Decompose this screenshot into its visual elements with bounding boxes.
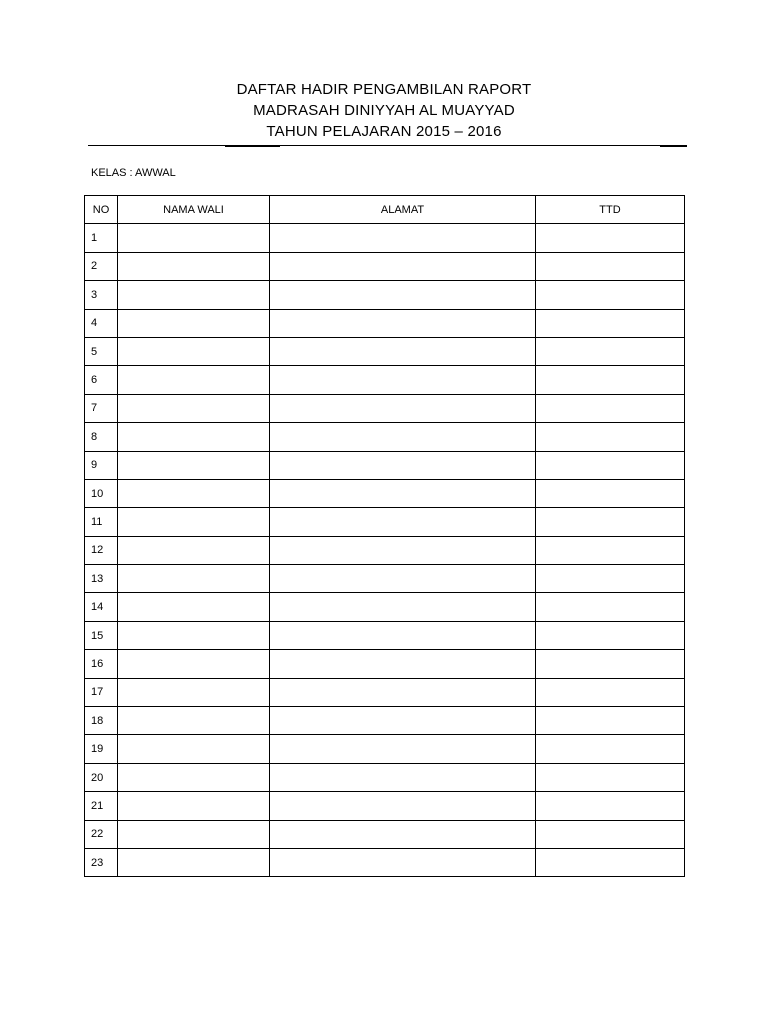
row-number: 8	[85, 423, 118, 451]
nama-wali-cell[interactable]	[118, 735, 270, 763]
alamat-cell[interactable]	[270, 224, 536, 252]
nama-wali-cell[interactable]	[118, 678, 270, 706]
row-number: 16	[85, 650, 118, 678]
table-row	[85, 423, 685, 451]
alamat-cell[interactable]	[270, 820, 536, 848]
ttd-cell[interactable]	[536, 479, 685, 507]
alamat-cell[interactable]	[270, 763, 536, 791]
ttd-cell[interactable]	[536, 423, 685, 451]
table-row	[85, 394, 685, 422]
nama-wali-cell[interactable]	[118, 309, 270, 337]
table-row	[85, 508, 685, 536]
ttd-cell[interactable]	[536, 366, 685, 394]
ttd-cell[interactable]	[536, 451, 685, 479]
alamat-cell[interactable]	[270, 252, 536, 280]
row-number: 20	[85, 763, 118, 791]
table-row	[85, 763, 685, 791]
table-row	[85, 451, 685, 479]
ttd-cell[interactable]	[536, 763, 685, 791]
table-row	[85, 337, 685, 365]
row-number: 10	[85, 479, 118, 507]
column-header-nama-wali: NAMA WALI	[118, 196, 270, 224]
alamat-cell[interactable]	[270, 366, 536, 394]
alamat-cell[interactable]	[270, 593, 536, 621]
class-label: KELAS : AWWAL	[91, 167, 176, 179]
table-body	[85, 224, 685, 877]
alamat-cell[interactable]	[270, 479, 536, 507]
header-divider-accent-left	[225, 145, 280, 147]
ttd-cell[interactable]	[536, 536, 685, 564]
table-header-row	[85, 196, 685, 224]
row-number: 21	[85, 792, 118, 820]
header-divider-accent-right	[660, 145, 687, 147]
row-number: 23	[85, 848, 118, 876]
row-number: 9	[85, 451, 118, 479]
nama-wali-cell[interactable]	[118, 536, 270, 564]
ttd-cell[interactable]	[536, 593, 685, 621]
table-row	[85, 848, 685, 876]
nama-wali-cell[interactable]	[118, 252, 270, 280]
ttd-cell[interactable]	[536, 394, 685, 422]
header-divider	[88, 145, 687, 146]
alamat-cell[interactable]	[270, 848, 536, 876]
ttd-cell[interactable]	[536, 281, 685, 309]
table-row	[85, 281, 685, 309]
nama-wali-cell[interactable]	[118, 337, 270, 365]
nama-wali-cell[interactable]	[118, 423, 270, 451]
nama-wali-cell[interactable]	[118, 366, 270, 394]
table-row	[85, 678, 685, 706]
nama-wali-cell[interactable]	[118, 451, 270, 479]
row-number: 13	[85, 565, 118, 593]
table-row	[85, 309, 685, 337]
table-row	[85, 536, 685, 564]
nama-wali-cell[interactable]	[118, 593, 270, 621]
table-row	[85, 252, 685, 280]
nama-wali-cell[interactable]	[118, 224, 270, 252]
nama-wali-cell[interactable]	[118, 707, 270, 735]
nama-wali-cell[interactable]	[118, 763, 270, 791]
table-row	[85, 366, 685, 394]
ttd-cell[interactable]	[536, 508, 685, 536]
ttd-cell[interactable]	[536, 678, 685, 706]
row-number: 19	[85, 735, 118, 763]
ttd-cell[interactable]	[536, 735, 685, 763]
alamat-cell[interactable]	[270, 394, 536, 422]
nama-wali-cell[interactable]	[118, 479, 270, 507]
table-row	[85, 707, 685, 735]
table-row	[85, 224, 685, 252]
alamat-cell[interactable]	[270, 735, 536, 763]
alamat-cell[interactable]	[270, 650, 536, 678]
alamat-cell[interactable]	[270, 707, 536, 735]
alamat-cell[interactable]	[270, 337, 536, 365]
ttd-cell[interactable]	[536, 565, 685, 593]
nama-wali-cell[interactable]	[118, 848, 270, 876]
table-row	[85, 650, 685, 678]
nama-wali-cell[interactable]	[118, 508, 270, 536]
row-number: 4	[85, 309, 118, 337]
ttd-cell[interactable]	[536, 820, 685, 848]
nama-wali-cell[interactable]	[118, 820, 270, 848]
table-row	[85, 792, 685, 820]
nama-wali-cell[interactable]	[118, 792, 270, 820]
row-number: 12	[85, 536, 118, 564]
row-number: 1	[85, 224, 118, 252]
alamat-cell[interactable]	[270, 678, 536, 706]
attendance-table	[84, 195, 685, 877]
ttd-cell[interactable]	[536, 337, 685, 365]
ttd-cell[interactable]	[536, 848, 685, 876]
row-number: 11	[85, 508, 118, 536]
ttd-cell[interactable]	[536, 650, 685, 678]
column-header-ttd: TTD	[536, 196, 685, 224]
title-line-3: TAHUN PELAJARAN 2015 – 2016	[266, 123, 502, 140]
alamat-cell[interactable]	[270, 508, 536, 536]
ttd-cell[interactable]	[536, 792, 685, 820]
nama-wali-cell[interactable]	[118, 281, 270, 309]
alamat-cell[interactable]	[270, 281, 536, 309]
table-row	[85, 479, 685, 507]
row-number: 22	[85, 820, 118, 848]
ttd-cell[interactable]	[536, 252, 685, 280]
row-number: 6	[85, 366, 118, 394]
alamat-cell[interactable]	[270, 536, 536, 564]
row-number: 14	[85, 593, 118, 621]
ttd-cell[interactable]	[536, 621, 685, 649]
table-row	[85, 565, 685, 593]
nama-wali-cell[interactable]	[118, 394, 270, 422]
title-line-2: MADRASAH DINIYYAH AL MUAYYAD	[253, 102, 515, 119]
row-number: 5	[85, 337, 118, 365]
ttd-cell[interactable]	[536, 224, 685, 252]
row-number: 15	[85, 621, 118, 649]
alamat-cell[interactable]	[270, 621, 536, 649]
row-number: 2	[85, 252, 118, 280]
table-row	[85, 820, 685, 848]
nama-wali-cell[interactable]	[118, 565, 270, 593]
nama-wali-cell[interactable]	[118, 650, 270, 678]
ttd-cell[interactable]	[536, 707, 685, 735]
nama-wali-cell[interactable]	[118, 621, 270, 649]
table-row	[85, 593, 685, 621]
title-line-1: DAFTAR HADIR PENGAMBILAN RAPORT	[236, 81, 532, 98]
alamat-cell[interactable]	[270, 451, 536, 479]
row-number: 7	[85, 394, 118, 422]
table-row	[85, 621, 685, 649]
alamat-cell[interactable]	[270, 792, 536, 820]
row-number: 17	[85, 678, 118, 706]
ttd-cell[interactable]	[536, 309, 685, 337]
column-header-no: NO	[85, 196, 118, 224]
alamat-cell[interactable]	[270, 423, 536, 451]
row-number: 3	[85, 281, 118, 309]
alamat-cell[interactable]	[270, 565, 536, 593]
row-number: 18	[85, 707, 118, 735]
document-header	[0, 79, 768, 142]
alamat-cell[interactable]	[270, 309, 536, 337]
table-row	[85, 735, 685, 763]
column-header-alamat: ALAMAT	[270, 196, 536, 224]
